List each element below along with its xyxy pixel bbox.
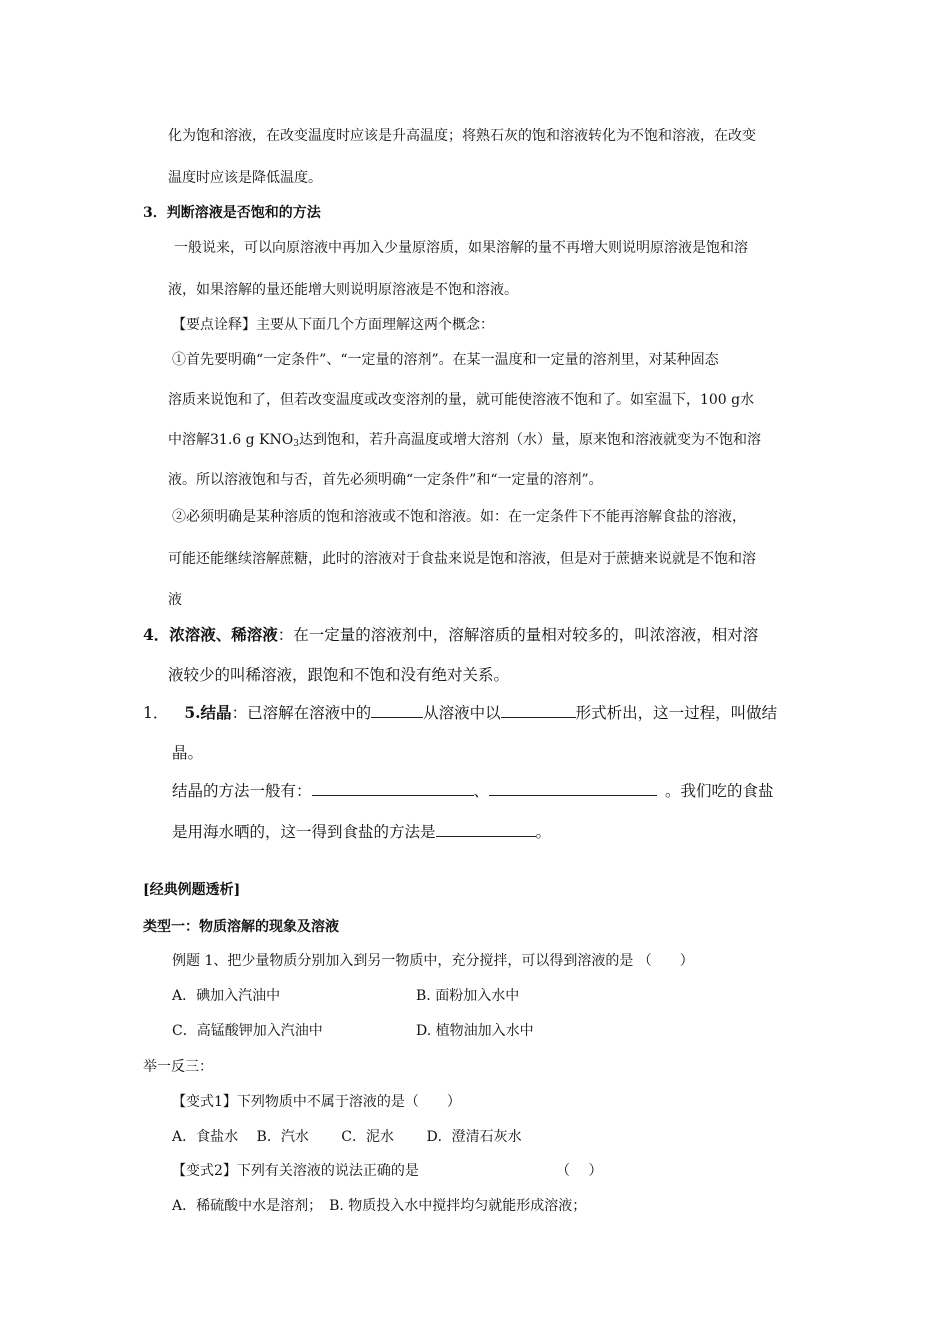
text-line: 可能还能继续溶解蔗糖，此时的溶液对于食盐来说是饱和溶液，但是对于蔗搪来说就是不饱和溶	[168, 551, 756, 567]
text-line: 溶质来说饱和了，但若改变温度或改变溶剂的量，就可能使溶液不饱和了。如室温下，100 g水	[168, 392, 755, 408]
text-line: 液较少的叫稀溶液，跟饱和不饱和没有绝对关系。	[168, 666, 510, 684]
text-segment: 。	[535, 823, 552, 841]
text-line: 【要点诠释】主要从下面几个方面理解这两个概念：	[172, 317, 494, 333]
option-b: B. 面粉加入水中	[416, 988, 520, 1004]
list-number: 1．	[143, 704, 169, 722]
text-segment: 中溶解31.6 g KNO	[168, 432, 294, 448]
options-line: A．稀硫酸中水是溶剂； B. 物质投入水中搅拌均匀就能形成溶液；	[172, 1198, 587, 1214]
heading-bold: 5.结晶	[184, 703, 232, 722]
section-heading: 3．判断溶液是否饱和的方法	[143, 205, 321, 221]
text-segment: ：已溶解在溶液中的	[231, 704, 372, 722]
text-line: 一般说来，可以向原溶液中再加入少量原溶质，如果溶解的量不再增大则说明原溶液是饱和溶	[174, 240, 748, 256]
answer-blank[interactable]	[436, 822, 536, 837]
text-line	[172, 822, 551, 842]
text-segment: 、	[473, 782, 490, 800]
answer-blank[interactable]	[489, 781, 657, 796]
section-heading: 类型一：物质溶解的现象及溶液	[143, 919, 339, 935]
text-segment: 是用海水晒的，这一得到食盐的方法是	[172, 823, 436, 841]
text-line: 温度时应该是降低温度。	[168, 170, 322, 186]
text-line: 举一反三：	[143, 1059, 213, 1075]
answer-blank[interactable]	[371, 703, 423, 718]
question-text: 例题 1、把少量物质分别加入到另一物质中，充分搅拌，可以得到溶液的是 （ ）	[172, 953, 694, 969]
option-a: A．碘加入汽油中	[172, 988, 281, 1004]
text-segment: 结晶的方法一般有：	[172, 782, 312, 800]
option-d: D. 植物油加入水中	[416, 1023, 534, 1039]
subscript: 3	[293, 439, 299, 449]
text-line: 液。所以溶液饱和与否，首先必须明确“一定条件”和“一定量的溶剂”。	[168, 472, 603, 488]
text-line	[168, 430, 761, 454]
text-segment: ：在一定量的溶液剂中，溶解溶质的量相对较多的，叫浓溶液，相对溶	[277, 626, 759, 644]
answer-blank[interactable]	[312, 781, 474, 796]
section-heading: [经典例题透析]	[143, 882, 241, 898]
text-segment: 从溶液中以	[423, 704, 501, 722]
option-c: C．高锰酸钾加入汽油中	[172, 1023, 323, 1039]
heading-bold: 4．浓溶液、稀溶液	[143, 625, 278, 644]
question-text: 【变式2】下列有关溶液的说法正确的是	[172, 1163, 419, 1179]
text-line	[172, 781, 774, 801]
text-line: 化为饱和溶液，在改变温度时应该是升高温度；将熟石灰的饱和溶液转化为不饱和溶液，在改变	[168, 128, 756, 144]
text-line: ①首先要明确“一定条件”、“一定量的溶剂”。在某一温度和一定量的溶剂里，对某种固态	[172, 352, 719, 368]
answer-paren: （ ）	[556, 1163, 603, 1179]
text-segment: 。我们吃的食盐	[665, 782, 774, 800]
text-line: 液	[168, 592, 182, 608]
text-segment: 达到饱和，若升高温度或增大溶剂（水）量，原来饱和溶液就变为不饱和溶	[298, 432, 761, 448]
answer-blank[interactable]	[501, 703, 576, 718]
text-line	[143, 703, 777, 723]
options-line: A．食盐水 B．汽水 C．泥水 D．澄清石灰水	[172, 1129, 522, 1145]
section-heading	[143, 625, 758, 645]
text-line: ②必须明确是某种溶质的饱和溶液或不饱和溶液。如：在一定条件下不能再溶解食盐的溶液，	[172, 509, 746, 525]
text-line: 液，如果溶解的量还能增大则说明原溶液是不饱和溶液。	[168, 282, 518, 298]
question-text: 【变式1】下列物质中不属于溶液的是（ ）	[172, 1094, 461, 1110]
text-line: 晶。	[172, 744, 204, 762]
text-segment: 形式析出，这一过程，叫做结	[575, 704, 778, 722]
